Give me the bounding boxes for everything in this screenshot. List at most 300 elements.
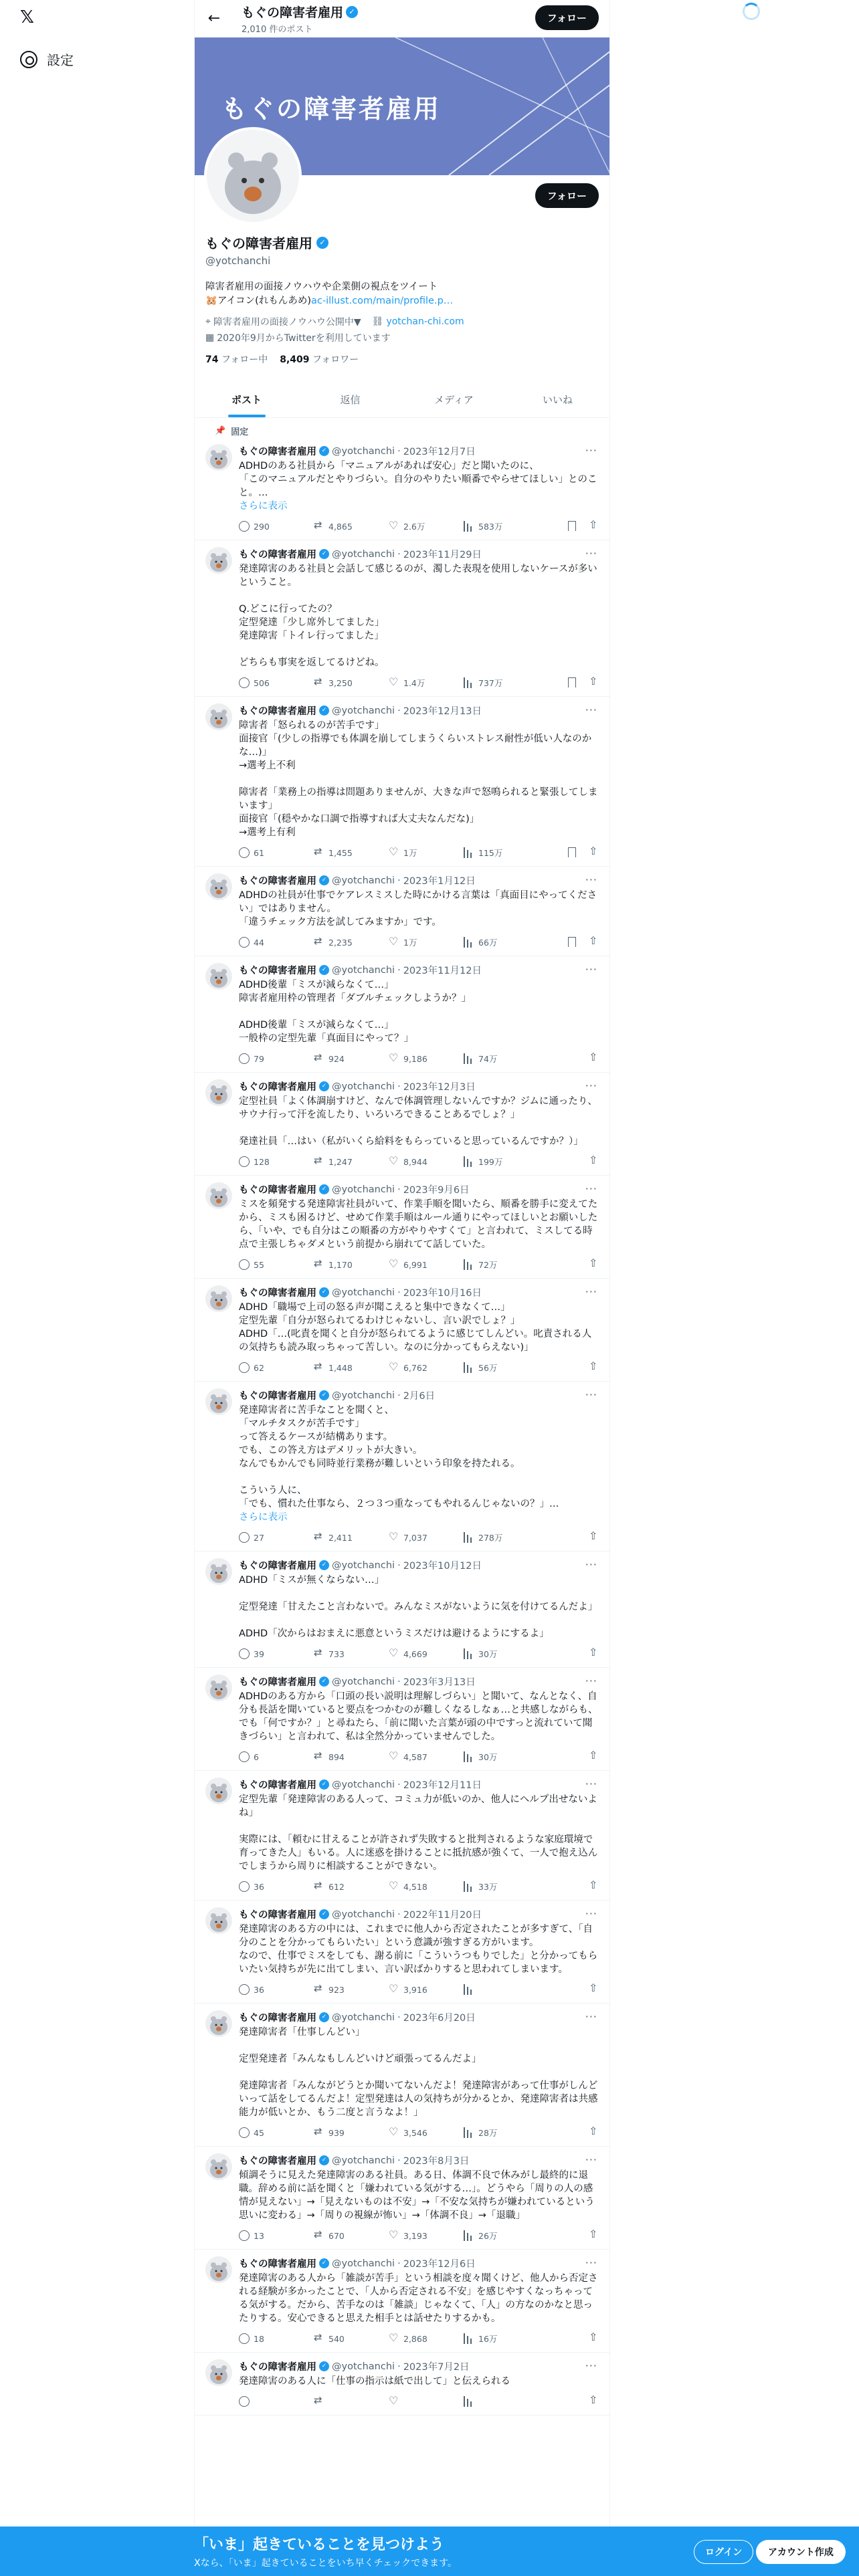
- tweet[interactable]: [195, 1279, 609, 1382]
- retweet-button[interactable]: [314, 521, 389, 532]
- tweet-date[interactable]: 2023年12月7日: [403, 447, 476, 457]
- like-button[interactable]: [389, 2333, 464, 2344]
- tweet-date[interactable]: 2023年9月6日: [403, 1185, 470, 1196]
- retweet-icon: [314, 1053, 324, 1064]
- login-button[interactable]: ログイン: [694, 2540, 753, 2564]
- more-options-icon[interactable]: ···: [585, 1778, 597, 1790]
- tweet[interactable]: [195, 1551, 609, 1668]
- tweet-date[interactable]: 2023年11月29日: [403, 550, 482, 560]
- tweet-avatar[interactable]: [205, 1285, 232, 1312]
- reply-button[interactable]: [239, 847, 314, 858]
- nav-settings[interactable]: [20, 49, 74, 69]
- retweet-count: 540: [328, 2333, 345, 2344]
- more-options-icon[interactable]: ···: [585, 1388, 597, 1401]
- x-logo-icon[interactable]: 𝕏: [20, 7, 34, 27]
- tweet-author-handle[interactable]: @yotchanchi: [332, 1184, 395, 1195]
- tweet-date[interactable]: 2023年3月13日: [403, 1677, 476, 1688]
- reply-button[interactable]: [239, 1532, 314, 1543]
- tweet-author-name[interactable]: もぐの障害者雇用: [239, 550, 316, 560]
- tweet-author-name[interactable]: もぐの障害者雇用: [239, 1391, 316, 1402]
- reply-button[interactable]: [239, 937, 314, 948]
- share-icon[interactable]: [588, 1156, 599, 1167]
- tweet-author-name[interactable]: もぐの障害者雇用: [239, 1288, 316, 1299]
- tweet-separator: ·: [397, 1909, 401, 1920]
- show-more-link[interactable]: さらに表示: [239, 501, 288, 512]
- location-text: 障害者雇用の面接ノウハウ公開中▼: [213, 317, 361, 328]
- tweet[interactable]: [195, 1382, 609, 1551]
- retweet-button[interactable]: [314, 1984, 389, 1995]
- reply-count: 13: [254, 2230, 264, 2241]
- tweet-actions: [239, 1647, 599, 1660]
- follow-button-header[interactable]: フォロー: [535, 5, 599, 30]
- share-icon[interactable]: [588, 2396, 599, 2407]
- verified-badge-icon: ✓: [319, 875, 329, 885]
- tweet-date[interactable]: 2023年10月12日: [403, 1561, 482, 1572]
- tweet-author-name[interactable]: もぐの障害者雇用: [239, 2259, 316, 2270]
- like-button[interactable]: [389, 1156, 464, 1167]
- retweet-count: 3,250: [328, 677, 353, 688]
- show-more-link[interactable]: さらに表示: [239, 1512, 288, 1523]
- bookmark-icon[interactable]: [568, 521, 576, 531]
- tweet[interactable]: [195, 1901, 609, 2004]
- tweet-author-handle[interactable]: @yotchanchi: [332, 1779, 395, 1790]
- tweet-author-name[interactable]: もぐの障害者雇用: [239, 1910, 316, 1921]
- tweet[interactable]: [195, 697, 609, 867]
- tweet-separator: ·: [397, 1287, 401, 1298]
- views-button[interactable]: [464, 936, 537, 948]
- more-options-icon[interactable]: ···: [585, 1558, 597, 1571]
- tweet[interactable]: [195, 2250, 609, 2353]
- tweet-author-name[interactable]: もぐの障害者雇用: [239, 876, 316, 887]
- share-icon[interactable]: [588, 1362, 599, 1373]
- retweet-count: 1,247: [328, 1156, 353, 1167]
- like-button[interactable]: [389, 2230, 464, 2241]
- bookmark-icon[interactable]: [568, 677, 576, 687]
- pinned-label: [195, 418, 609, 437]
- tweet-date[interactable]: 2023年12月13日: [403, 706, 482, 717]
- tweet-avatar[interactable]: [205, 1675, 232, 1701]
- tweet-date[interactable]: 2023年1月12日: [403, 876, 476, 887]
- views-button[interactable]: [464, 1751, 537, 1763]
- tweet-header: [239, 444, 599, 458]
- profile-handle: @yotchanchi: [205, 255, 271, 267]
- retweet-button[interactable]: [314, 677, 389, 688]
- reply-button[interactable]: [239, 1362, 314, 1373]
- tweet-avatar[interactable]: [205, 1778, 232, 1804]
- like-count: 1.4万: [403, 678, 425, 688]
- tweet-author-name[interactable]: もぐの障害者雇用: [239, 1780, 316, 1791]
- tweet-author-handle[interactable]: @yotchanchi: [332, 1676, 395, 1687]
- tweet-actions: [239, 936, 599, 949]
- tweet[interactable]: [195, 2004, 609, 2147]
- reply-icon: [239, 847, 250, 858]
- view-count: 30万: [478, 1649, 498, 1659]
- share-icon[interactable]: [588, 521, 599, 532]
- nav-settings-label: 設定: [47, 52, 74, 68]
- tweet-actions: [239, 1880, 599, 1893]
- tweet-author-name[interactable]: もぐの障害者雇用: [239, 2013, 316, 2024]
- reply-button[interactable]: [239, 521, 314, 532]
- reply-icon: [239, 2230, 250, 2241]
- retweet-button[interactable]: [314, 1648, 389, 1659]
- views-button[interactable]: [464, 847, 537, 859]
- more-options-icon[interactable]: ···: [585, 873, 597, 886]
- views-button[interactable]: [464, 2396, 537, 2407]
- tweet-author-name[interactable]: もぐの障害者雇用: [239, 1082, 316, 1093]
- reply-icon: [239, 937, 250, 948]
- views-button[interactable]: [464, 1362, 537, 1374]
- views-chart-icon: [464, 1362, 474, 1373]
- retweet-button[interactable]: [314, 937, 389, 948]
- tweet-avatar[interactable]: [205, 2153, 232, 2180]
- tweet[interactable]: [195, 1073, 609, 1176]
- tweet-date[interactable]: 2月6日: [403, 1391, 436, 1402]
- retweet-button[interactable]: [314, 1053, 389, 1064]
- more-options-icon[interactable]: ···: [585, 1079, 597, 1092]
- website: [372, 315, 464, 328]
- views-button[interactable]: [464, 2230, 537, 2242]
- views-chart-icon: [464, 1053, 474, 1064]
- tab-media[interactable]: メディア: [434, 394, 474, 406]
- more-options-icon[interactable]: ···: [585, 704, 597, 716]
- tweet-avatar[interactable]: [205, 704, 232, 730]
- retweet-button[interactable]: [314, 1751, 389, 1762]
- follow-button[interactable]: フォロー: [535, 183, 599, 208]
- views-button[interactable]: [464, 520, 537, 532]
- views-button[interactable]: [464, 1156, 537, 1168]
- view-count: 199万: [478, 1157, 503, 1167]
- tweet-header: [239, 1182, 599, 1196]
- profile-info: [195, 175, 609, 366]
- retweet-button[interactable]: [314, 2127, 389, 2138]
- tweet-author-name[interactable]: もぐの障害者雇用: [239, 1677, 316, 1688]
- share-icon[interactable]: [588, 1648, 599, 1659]
- tweet-text: 定型先輩「発達障害のある人って、コミュ力が低いのか、他人にヘルプ出せないよね」 実際には、「頼むに甘えることが許されず失敗すると批判されるような家庭環境で育ってきた人」もいる。人に迷惑を掛けることに抵抗感が強くて、一人で抱え込んでしまうから周りに相談することができない。: [239, 1794, 598, 1872]
- reply-button[interactable]: [239, 1156, 314, 1167]
- like-button[interactable]: [389, 1751, 464, 1762]
- tweet-avatar[interactable]: [205, 1388, 232, 1415]
- more-options-icon[interactable]: ···: [585, 444, 597, 457]
- signup-button[interactable]: アカウント作成: [756, 2540, 846, 2564]
- share-icon[interactable]: [588, 677, 599, 688]
- share-icon[interactable]: [588, 1532, 599, 1543]
- tweet-date[interactable]: 2023年6月20日: [403, 2013, 476, 2024]
- reply-button[interactable]: [239, 677, 314, 688]
- verified-badge-icon: ✓: [319, 706, 329, 716]
- views-button[interactable]: [464, 1259, 537, 1271]
- reply-icon: [239, 1881, 250, 1892]
- tweet-author-handle[interactable]: @yotchanchi: [332, 875, 395, 886]
- tweet-avatar[interactable]: [205, 547, 232, 574]
- tweet-author-handle[interactable]: @yotchanchi: [332, 548, 395, 560]
- tweet-author-name[interactable]: もぐの障害者雇用: [239, 1561, 316, 1572]
- tweet-avatar[interactable]: [205, 963, 232, 990]
- tweet-date[interactable]: 2023年12月6日: [403, 2259, 476, 2270]
- reply-button[interactable]: [239, 1648, 314, 1659]
- share-icon[interactable]: [588, 2230, 599, 2241]
- like-button[interactable]: [389, 2396, 464, 2407]
- more-options-icon[interactable]: ···: [585, 2153, 597, 2166]
- tweet-author-name[interactable]: もぐの障害者雇用: [239, 706, 316, 717]
- views-button[interactable]: [464, 1881, 537, 1893]
- like-count: 2,868: [403, 2333, 427, 2344]
- like-button[interactable]: [389, 1984, 464, 1995]
- tab-posts[interactable]: ポスト: [195, 383, 298, 417]
- tweet-separator: ·: [397, 705, 401, 716]
- views-button[interactable]: [464, 1984, 537, 1995]
- verified-badge-icon: ✓: [319, 965, 329, 975]
- tweet-author-handle[interactable]: @yotchanchi: [332, 1081, 395, 1092]
- reply-count: 506: [254, 677, 270, 688]
- reply-icon: [239, 521, 250, 532]
- tweet-text: 発達障害のある人から「雑談が苦手」という相談を度々聞くけど、他人から否定される経験が多かったことで、「人から否定される不安」を感じやすくなっちゃってる気がする。だから、苦手なのは「雑談」じゃなくて、「人」の方なのかなと思ったりする。安心できると思えた相手とは話せたりするかも。: [239, 2273, 598, 2324]
- tweet[interactable]: [195, 1771, 609, 1901]
- retweet-icon: [314, 2333, 324, 2344]
- reply-count: 18: [254, 2333, 264, 2344]
- tweet-text: 傾調そうに見えた発達障害のある社員。ある日、体調不良で休みがし最終的に退職。辞める前に話を聞くと「嫌われている気がする…」。どうやら「周りの人の感情が見えない」→「見えないものは不安」→「不安な気持ちが嫌われているという思いに変わる」→「周りの視線が怖い」→「体調不良」→「退職」: [239, 2170, 595, 2221]
- tweet-date[interactable]: 2023年8月3日: [403, 2156, 470, 2167]
- like-button[interactable]: [389, 1532, 464, 1543]
- tweet-date[interactable]: 2023年7月2日: [403, 2362, 470, 2373]
- hamster-avatar-icon: [205, 1285, 232, 1312]
- share-icon[interactable]: [588, 1984, 599, 1995]
- tweet-date[interactable]: 2023年12月11日: [403, 1780, 482, 1791]
- back-arrow-icon[interactable]: ←: [207, 10, 221, 27]
- bookmark-icon[interactable]: [568, 937, 576, 947]
- retweet-count: 670: [328, 2230, 345, 2241]
- reply-button[interactable]: [239, 1751, 314, 1762]
- reply-button[interactable]: [239, 2333, 314, 2344]
- like-count: 9,186: [403, 1053, 427, 1064]
- tweet-avatar[interactable]: [205, 444, 232, 471]
- retweet-button[interactable]: [314, 2396, 389, 2407]
- more-options-icon[interactable]: ···: [585, 2359, 597, 2372]
- views-button[interactable]: [464, 1053, 537, 1065]
- tweet-separator: ·: [397, 445, 401, 457]
- like-button[interactable]: [389, 1648, 464, 1659]
- retweet-icon: [314, 1362, 324, 1373]
- heart-icon: [389, 1259, 399, 1270]
- views-chart-icon: [464, 1984, 474, 1995]
- retweet-count: 612: [328, 1881, 345, 1892]
- reply-button[interactable]: [239, 2396, 314, 2407]
- tweet-author-handle[interactable]: @yotchanchi: [332, 1287, 395, 1298]
- retweet-button[interactable]: [314, 1156, 389, 1167]
- tweet[interactable]: [195, 2353, 609, 2416]
- retweet-button[interactable]: [314, 1259, 389, 1270]
- more-options-icon[interactable]: ···: [585, 963, 597, 976]
- share-icon[interactable]: [588, 847, 599, 858]
- tweet-text: 発達障害者に苦手なことを聞くと、 「マルチタスクが苦手です」 って答えるケースが結構あります。 でも、この答え方はデメリットが大きい。 なんでもかんでも同時並行業務が難しいという印象を持たれる。 こういう人に、 「でも、慣れた仕事なら、２つ３つ重なってもやれるんじゃないの？」…: [239, 1405, 559, 1509]
- tweet-author-name[interactable]: もぐの障害者雇用: [239, 2156, 316, 2167]
- reply-button[interactable]: [239, 1984, 314, 1995]
- verified-badge-icon: ✓: [319, 1677, 329, 1687]
- tweet-author-handle[interactable]: @yotchanchi: [332, 1560, 395, 1571]
- post-count: 2,010 件のポスト: [242, 25, 313, 35]
- following-link[interactable]: [205, 352, 268, 366]
- heart-icon: [389, 937, 399, 948]
- tweet[interactable]: [195, 956, 609, 1073]
- retweet-button[interactable]: [314, 847, 389, 858]
- like-count: 4,669: [403, 1648, 427, 1659]
- like-button[interactable]: [389, 1053, 464, 1064]
- tweet-author-name[interactable]: もぐの障害者雇用: [239, 1185, 316, 1196]
- more-options-icon[interactable]: ···: [585, 1675, 597, 1687]
- more-options-icon[interactable]: ···: [585, 547, 597, 560]
- retweet-count: 1,170: [328, 1259, 353, 1270]
- tweet-author-handle[interactable]: @yotchanchi: [332, 2012, 395, 2023]
- tweet-author-handle[interactable]: @yotchanchi: [332, 2361, 395, 2372]
- view-count: 28万: [478, 2128, 498, 2138]
- heart-icon: [389, 1984, 399, 1995]
- share-icon[interactable]: [588, 1881, 599, 1892]
- tweet-avatar[interactable]: [205, 2359, 232, 2386]
- more-options-icon[interactable]: ···: [585, 2010, 597, 2023]
- like-button[interactable]: [389, 677, 464, 689]
- tab-likes[interactable]: いいね: [542, 394, 573, 406]
- reply-icon: [239, 677, 250, 688]
- retweet-button[interactable]: [314, 2333, 389, 2344]
- tweet-author-name[interactable]: もぐの障害者雇用: [239, 447, 316, 457]
- like-count: 2.6万: [403, 522, 425, 532]
- tweet-date[interactable]: 2022年11月20日: [403, 1910, 482, 1921]
- like-button[interactable]: [389, 520, 464, 532]
- tweet[interactable]: [195, 437, 609, 540]
- views-chart-icon: [464, 521, 474, 532]
- gear-icon: [20, 51, 37, 68]
- share-icon[interactable]: [588, 2333, 599, 2344]
- tweet-actions: [239, 2126, 599, 2139]
- retweet-button[interactable]: [314, 2230, 389, 2241]
- reply-count: 6: [254, 1751, 259, 1762]
- tweet-author-handle[interactable]: @yotchanchi: [332, 1390, 395, 1401]
- tweet-avatar[interactable]: [205, 1558, 232, 1585]
- heart-icon: [389, 1156, 399, 1167]
- share-icon[interactable]: [588, 937, 599, 948]
- reply-button[interactable]: [239, 2230, 314, 2241]
- tab-replies[interactable]: 返信: [340, 394, 361, 406]
- tweet-text: 発達障害者「仕事しんどい」 定型発達者「みんなもしんどいけど頑張ってるんだよ」 発達障害者「みんながどうとか聞いてないんだよ！発達障害があって仕事がしんどいって話をしてるんだよ！定型発達は人の気持ちが分かるとか、発達障害者は共感能力が低いとか、もう二度と言うなよ！」: [239, 2027, 598, 2118]
- retweet-count: 2,411: [328, 1532, 353, 1543]
- like-count: 7,037: [403, 1532, 427, 1543]
- share-icon[interactable]: [588, 1259, 599, 1270]
- retweet-button[interactable]: [314, 1362, 389, 1373]
- tweet-text: 発達障害のある方の中には、これまでに他人から否定されたことが多すぎて、「自分のことを分かってもらいたい」という意識が強すぎる方がいます。 なので、仕事でミスをしても、謝る前に「こういうつもりでした」と分かってもらいたい気持ちが先に出てしまい、言い訳ばかりすると思われてしまいます。: [239, 1924, 598, 1975]
- share-icon[interactable]: [588, 1751, 599, 1762]
- hamster-avatar-icon: [205, 1388, 232, 1415]
- bookmark-icon[interactable]: [568, 847, 576, 857]
- hamster-avatar-icon: [205, 704, 232, 730]
- reply-button[interactable]: [239, 2127, 314, 2138]
- tweet-date[interactable]: 2023年11月12日: [403, 966, 482, 976]
- tweet-header: [239, 963, 599, 977]
- tweet-author-handle[interactable]: @yotchanchi: [332, 964, 395, 976]
- like-button[interactable]: [389, 936, 464, 948]
- views-button[interactable]: [464, 1531, 537, 1543]
- views-button[interactable]: [464, 2333, 537, 2345]
- tweet-date[interactable]: 2023年10月16日: [403, 1288, 482, 1299]
- like-count: 8,944: [403, 1156, 427, 1167]
- view-count: 33万: [478, 1882, 498, 1892]
- retweet-icon: [314, 1881, 324, 1892]
- more-options-icon[interactable]: ···: [585, 2256, 597, 2269]
- tweet-actions: [239, 1750, 599, 1763]
- tweet-author-handle[interactable]: @yotchanchi: [332, 2155, 395, 2166]
- more-options-icon[interactable]: ···: [585, 1285, 597, 1298]
- tweet-author-name[interactable]: もぐの障害者雇用: [239, 966, 316, 976]
- tweet[interactable]: [195, 540, 609, 697]
- header-profile-name: [242, 3, 358, 21]
- like-count: 3,916: [403, 1984, 427, 1995]
- reply-count: 39: [254, 1648, 264, 1659]
- share-icon[interactable]: [588, 2127, 599, 2138]
- tweet-avatar[interactable]: [205, 2010, 232, 2037]
- reply-icon: [239, 1648, 250, 1659]
- reply-count: 128: [254, 1156, 270, 1167]
- tweet-separator: ·: [397, 875, 401, 886]
- views-chart-icon: [464, 1532, 474, 1543]
- like-button[interactable]: [389, 1259, 464, 1270]
- views-button[interactable]: [464, 1648, 537, 1660]
- retweet-count: 924: [328, 1053, 345, 1064]
- tweet-avatar[interactable]: [205, 1182, 232, 1209]
- tweet[interactable]: [195, 1176, 609, 1279]
- like-button[interactable]: [389, 2127, 464, 2138]
- tweet-author-handle[interactable]: @yotchanchi: [332, 445, 395, 457]
- tweet-avatar[interactable]: [205, 1079, 232, 1106]
- tweet-text: 障害者「怒られるのが苦手です」 面接官「(少しの指導でも体調を崩してしまうくらいストレス耐性が低い人なのかな…)」 →選考上不利 障害者「業務上の指導は問題ありませんが、大きな声で怒鳴られると緊張してしまいます」 面接官「(穏やかな口調で指導すれば大丈夫なんだな)」 →選考上有利: [239, 720, 598, 838]
- reply-button[interactable]: [239, 1881, 314, 1892]
- reply-count: 36: [254, 1984, 264, 1995]
- tweet-avatar[interactable]: [205, 1907, 232, 1934]
- like-button[interactable]: [389, 1881, 464, 1892]
- reply-button[interactable]: [239, 1259, 314, 1270]
- more-options-icon[interactable]: ···: [585, 1182, 597, 1195]
- followers-link[interactable]: [280, 352, 359, 366]
- tweet-text: 発達障害のある人に「仕事の指示は紙で出して」と伝えられる: [239, 2376, 510, 2387]
- tweet-author-handle[interactable]: @yotchanchi: [332, 1909, 395, 1920]
- heart-icon: [389, 1053, 399, 1064]
- tweet-author-name[interactable]: もぐの障害者雇用: [239, 2362, 316, 2373]
- tweet-separator: ·: [397, 2012, 401, 2023]
- tweet-avatar[interactable]: [205, 873, 232, 900]
- profile-bio: [205, 280, 599, 308]
- tweet-avatar[interactable]: [205, 2256, 232, 2283]
- retweet-count: 733: [328, 1648, 345, 1659]
- views-button[interactable]: [464, 2127, 537, 2139]
- tweet[interactable]: [195, 2147, 609, 2250]
- reply-icon: [239, 1053, 250, 1064]
- like-button[interactable]: [389, 847, 464, 859]
- like-button[interactable]: [389, 1362, 464, 1373]
- tweet[interactable]: [195, 1668, 609, 1771]
- share-icon[interactable]: [588, 1053, 599, 1064]
- tweet-date[interactable]: 2023年12月3日: [403, 1082, 476, 1093]
- website-link[interactable]: yotchan-chi.com: [386, 316, 464, 327]
- tweet-header: [239, 2359, 599, 2373]
- tweet[interactable]: [195, 867, 609, 956]
- retweet-button[interactable]: [314, 1532, 389, 1543]
- bio-link[interactable]: ac-illust.com/main/profile.p…: [310, 296, 454, 306]
- views-button[interactable]: [464, 677, 537, 689]
- tweet-author-handle[interactable]: @yotchanchi: [332, 705, 395, 716]
- more-options-icon[interactable]: ···: [585, 1907, 597, 1920]
- reply-button[interactable]: [239, 1053, 314, 1064]
- retweet-button[interactable]: [314, 1881, 389, 1892]
- verified-badge-icon: ✓: [319, 1909, 329, 1919]
- tweet-author-handle[interactable]: @yotchanchi: [332, 2258, 395, 2269]
- view-count: 278万: [478, 1533, 503, 1543]
